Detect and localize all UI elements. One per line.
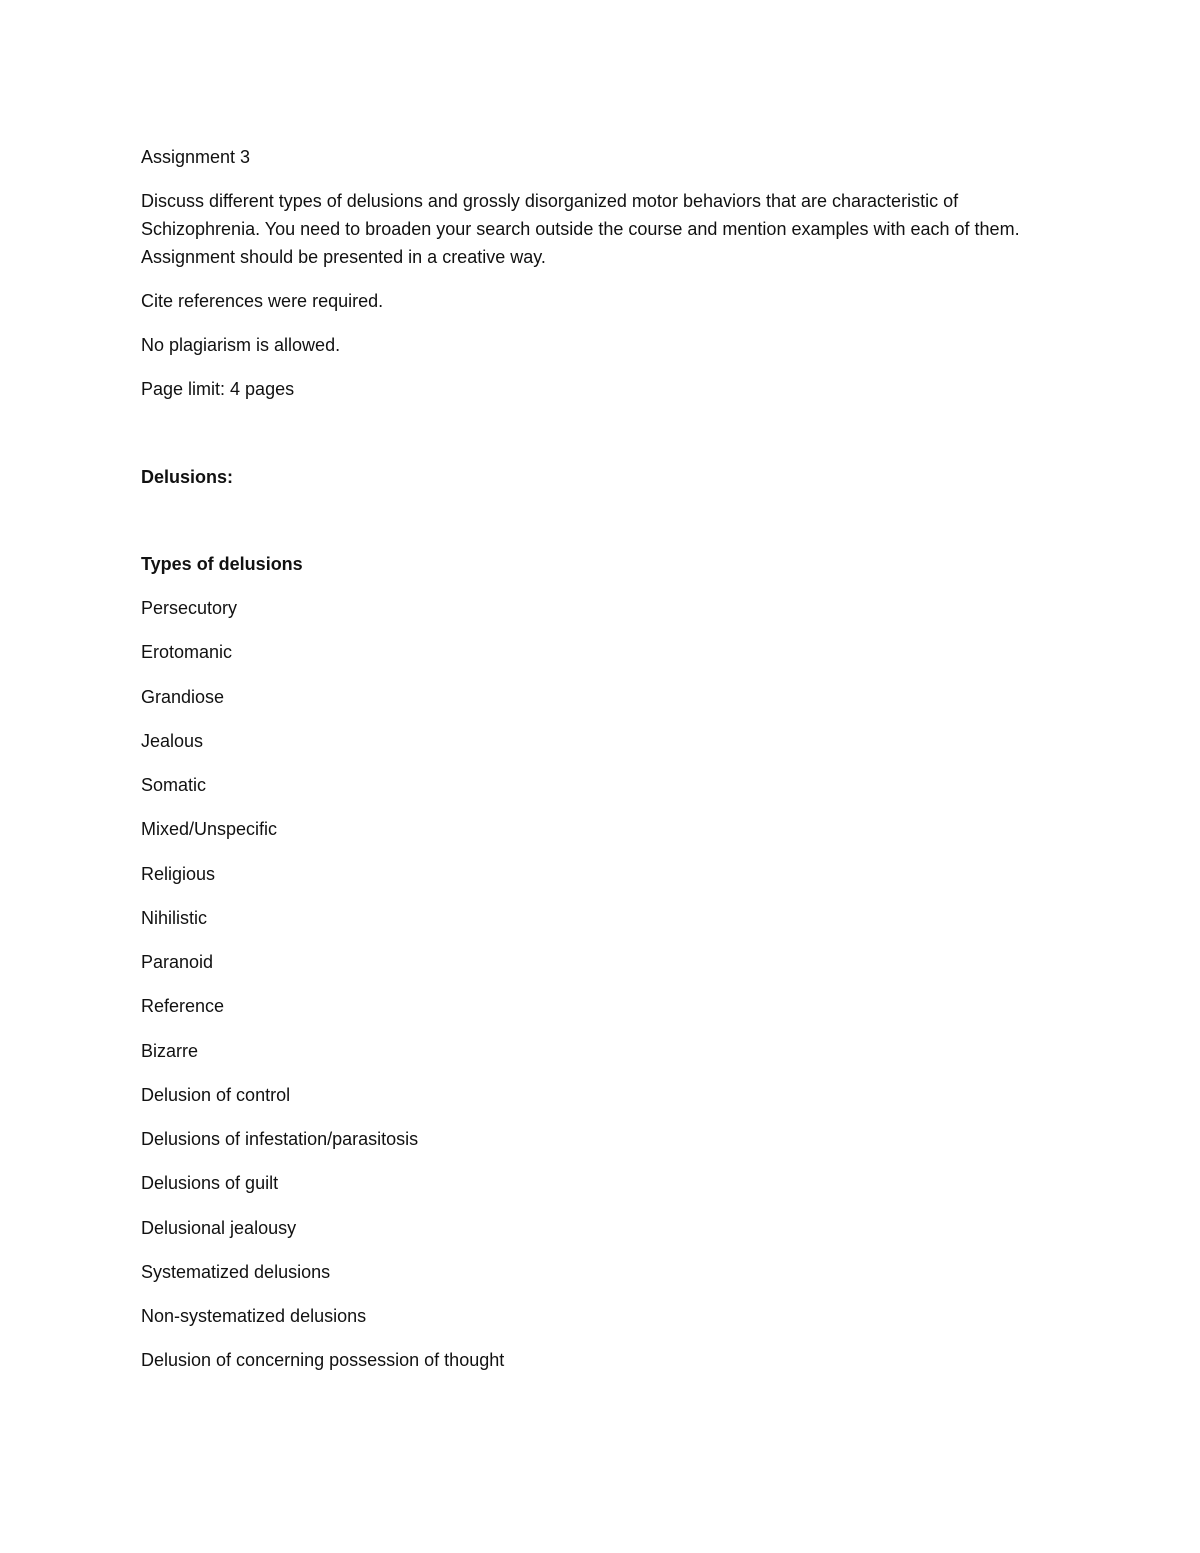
list-item: Bizarre <box>141 1040 199 1061</box>
requirement-page-limit: Page limit: 4 pages <box>141 379 295 399</box>
list-item: Persecutory <box>141 598 238 618</box>
section-heading-types-of-delusions: Types of delusions <box>141 554 303 574</box>
delusion-types-list <box>141 594 1061 1374</box>
list-item: Nihilistic <box>141 907 208 928</box>
list-item: Delusional jealousy <box>141 1217 297 1238</box>
list-item: Mixed/Unspecific <box>141 819 278 840</box>
list-item: Grandiose <box>141 686 225 707</box>
list-item: Non-systematized delusions <box>141 1306 367 1326</box>
list-item: Delusions of infestation/parasitosis <box>141 1129 419 1149</box>
document-body <box>141 143 1061 1391</box>
list-item: Erotomanic <box>141 642 233 663</box>
list-item: Religious <box>141 863 216 884</box>
assignment-title: Assignment 3 <box>141 147 251 167</box>
requirement-references: Cite references were required. <box>141 291 384 311</box>
list-item: Jealous <box>141 730 204 751</box>
list-item: Reference <box>141 996 225 1017</box>
list-item: Delusions of guilt <box>141 1173 279 1194</box>
list-item: Delusion of concerning possession of thought <box>141 1350 505 1371</box>
list-item: Delusion of control <box>141 1084 291 1105</box>
list-item: Systematized delusions <box>141 1261 331 1282</box>
list-item: Paranoid <box>141 952 214 972</box>
requirement-plagiarism: No plagiarism is allowed. <box>141 335 341 355</box>
list-item: Somatic <box>141 775 207 795</box>
section-heading-delusions: Delusions: <box>141 467 234 487</box>
assignment-prompt: Discuss different types of delusions and grossly disorganized motor behaviors that are characteristic of Schizophrenia. You need to broaden your search outside the course and mention examples with each of them. Assignment should be presented in a creative way. <box>141 191 1020 267</box>
